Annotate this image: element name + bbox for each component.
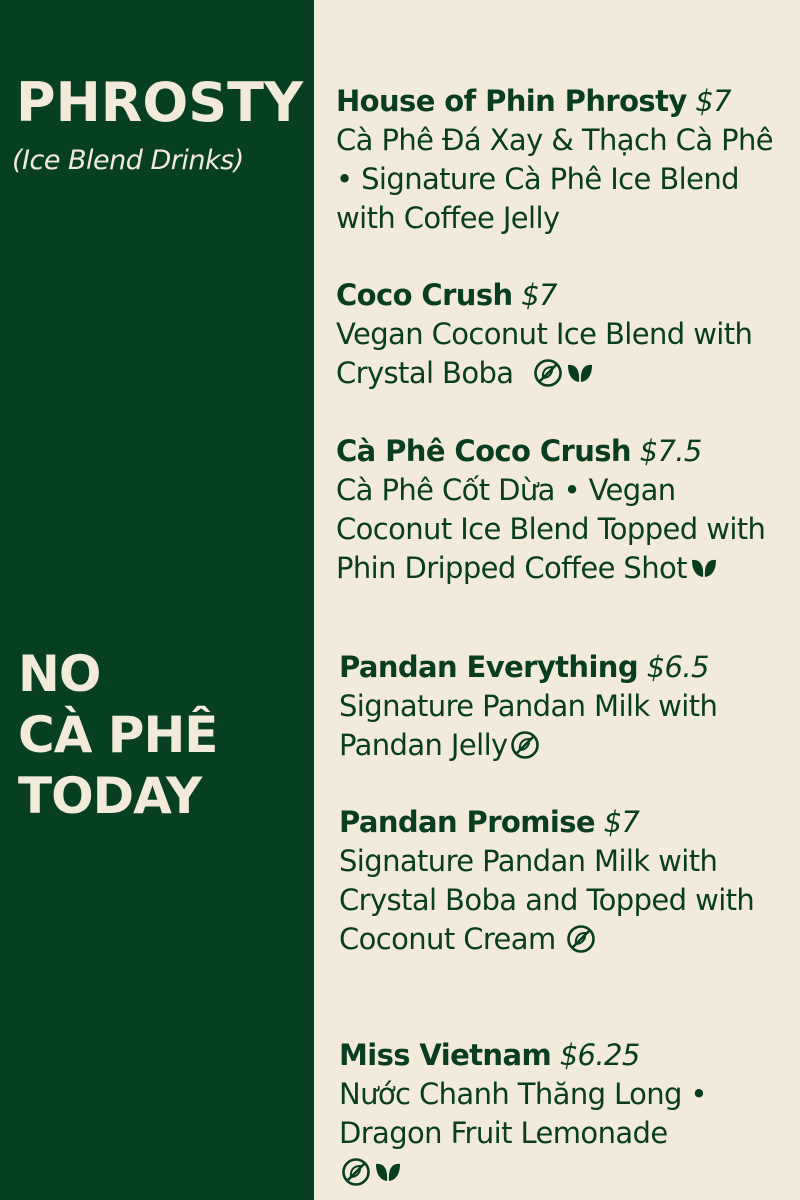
item-name: Miss Vietnam <box>339 1038 552 1072</box>
section-title: PHROSTY <box>16 71 304 134</box>
menu-item <box>336 82 792 238</box>
no-dairy-icon <box>533 358 563 388</box>
menu-item <box>336 276 792 393</box>
item-name: House of Phin Phrosty <box>336 84 687 118</box>
item-description: Cà Phê Đá Xay & Thạch Cà Phê • Signature Cà Phê Ice Blend with Coffee Jelly <box>336 123 774 235</box>
item-price: $6.5 <box>646 650 709 684</box>
no-dairy-icon <box>566 924 596 954</box>
item-price: $7 <box>521 278 557 312</box>
item-name: Coco Crush <box>336 278 513 312</box>
section-subtitle: (Ice Blend Drinks) <box>12 145 244 176</box>
menu-item <box>339 803 795 959</box>
no-dairy-icon <box>510 730 540 760</box>
notice-line: NO <box>18 645 101 703</box>
item-description: Cà Phê Cốt Dừa • Vegan Coconut Ice Blend Topped with Phin Dripped Coffee Shot <box>336 473 766 585</box>
menu-item <box>339 1036 795 1192</box>
vegan-leaf-icon <box>373 1157 403 1187</box>
item-price: $7.5 <box>639 434 702 468</box>
no-dairy-icon <box>341 1157 371 1187</box>
item-description: Signature Pandan Milk with Crystal Boba and Topped with Coconut Cream <box>339 844 755 956</box>
item-name: Pandan Promise <box>339 805 595 839</box>
item-price: $7 <box>695 84 731 118</box>
menu-item <box>339 648 795 765</box>
left-panel <box>0 0 314 1200</box>
item-description: Signature Pandan Milk with Pandan Jelly <box>339 689 718 762</box>
item-name: Pandan Everything <box>339 650 639 684</box>
item-price: $7 <box>603 805 640 839</box>
menu-item <box>336 432 792 588</box>
notice-no-ca-phe <box>18 644 308 827</box>
notice-line: CÀ PHÊ <box>18 706 218 764</box>
notice-line: TODAY <box>18 767 202 825</box>
item-description: Vegan Coconut Ice Blend with Crystal Boba <box>336 317 753 390</box>
vegan-leaf-icon <box>689 553 719 583</box>
item-name: Cà Phê Coco Crush <box>336 434 631 468</box>
vegan-leaf-icon <box>565 358 595 388</box>
item-price: $6.25 <box>559 1038 640 1072</box>
item-description: Nước Chanh Thăng Long • Dragon Fruit Lemonade <box>339 1077 707 1150</box>
